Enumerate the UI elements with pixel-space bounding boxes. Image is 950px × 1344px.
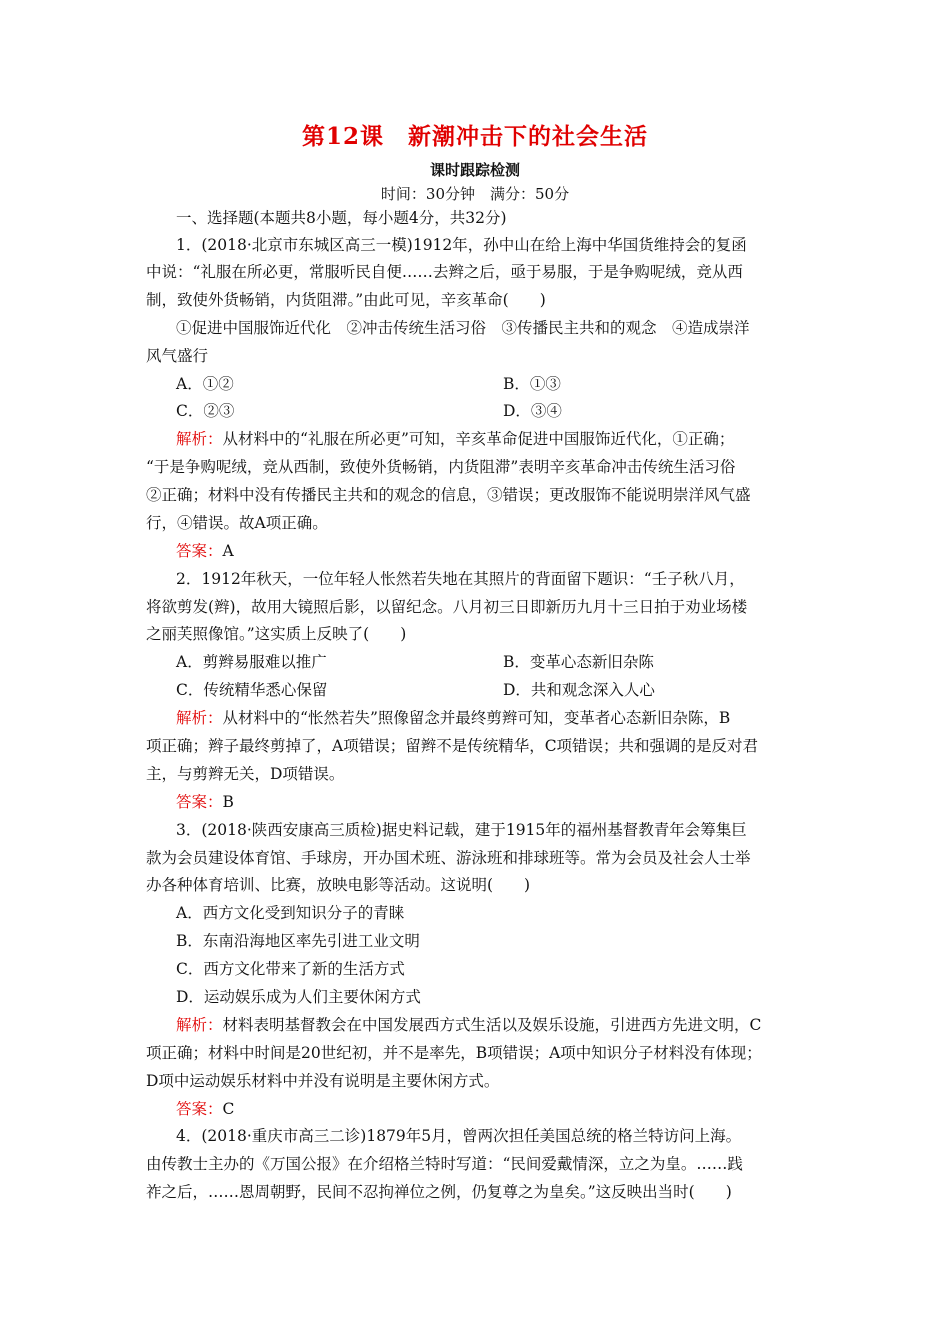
q1-stem-line: 中说：“礼服在所必更，常服听民自便……去辫之后，亟于易服，于是争购呢绒，竞从西 [146, 263, 743, 281]
q3-analysis-line: D项中运动娱乐材料中并没有说明是主要休闲方式。 [146, 1072, 500, 1090]
q3-option-d: D．运动娱乐成为人们主要休闲方式 [176, 988, 421, 1006]
q4-stem-line: 4．(2018·重庆市高三二诊)1879年5月，曾两次担任美国总统的格兰特访问上海。 [176, 1127, 742, 1145]
q1-stem-line: 1．(2018·北京市东城区高三一模)1912年，孙中山在给上海中华国货维持会的复函 [176, 236, 747, 254]
page-title: 第12课 新潮冲击下的社会生活 [301, 123, 648, 150]
q3-stem-line: 3．(2018·陕西安康高三质检)据史料记载，建于1915年的福州基督教青年会筹集巨 [176, 821, 747, 839]
q2-option-d: D．共和观念深入人心 [503, 681, 655, 699]
q2-analysis-line: 主，与剪辫无关，D项错误。 [146, 765, 345, 783]
analysis-label: 解析： [176, 709, 223, 727]
q3-option-c: C．西方文化带来了新的生活方式 [176, 960, 405, 978]
q2-option-a: A．剪辫易服难以推广 [176, 653, 327, 671]
q1-item-line: 风气盛行 [146, 347, 209, 365]
q4-stem-line: 祚之后，……恩周朝野，民间不忍拘禅位之例，仍复尊之为皇矣。”这反映出当时( ) [146, 1183, 732, 1201]
q1-answer: A [222, 542, 234, 560]
q4-stem-line: 由传教士主办的《万国公报》在介绍格兰特时写道：“民间爱戴情深，立之为皇。……践 [146, 1155, 743, 1173]
q1-answer-line [176, 541, 234, 561]
q1-analysis-text: 从材料中的“礼服在所必更”可知，辛亥革命促进中国服饰近代化，①正确； [222, 430, 735, 448]
q1-option-a: A．①② [176, 375, 234, 393]
q2-stem-line: 将欲剪发(辫)，故用大镜照后影，以留纪念。八月初三日即新历九月十三日拍于劝业场楼 [146, 598, 748, 616]
analysis-label: 解析： [176, 1016, 223, 1034]
q3-answer: C [222, 1100, 235, 1118]
q2-analysis-line [176, 708, 730, 728]
q3-analysis-line [176, 1015, 761, 1035]
q2-stem-line: 之丽芙照像馆。”这实质上反映了( ) [146, 625, 407, 643]
section-heading: 一、选择题(本题共8小题，每小题4分，共32分) [176, 209, 507, 227]
q1-item-line: ①促进中国服饰近代化 ②冲击传统生活习俗 ③传播民主共和的观念 ④造成崇洋 [176, 319, 750, 337]
q1-analysis-line: “于是争购呢绒，竞从西制，致使外货畅销，内货阻滞”表明辛亥革命冲击传统生活习俗 [146, 458, 736, 476]
answer-label: 答案： [176, 542, 223, 560]
q3-stem-line: 款为会员建设体育馆、手球房，开办国术班、游泳班和排球班等。常为会员及社会人士举 [146, 849, 751, 867]
q3-option-a: A．西方文化受到知识分子的青睐 [176, 904, 405, 922]
q2-answer: B [222, 793, 234, 811]
answer-label: 答案： [176, 793, 223, 811]
q1-analysis-line [176, 429, 734, 449]
analysis-label: 解析： [176, 430, 223, 448]
q3-analysis-line: 项正确；材料中时间是20世纪初，并不是率先，B项错误；A项中知识分子材料没有体现； [146, 1044, 762, 1062]
time-info: 时间：30分钟 满分：50分 [380, 185, 570, 203]
q2-answer-line [176, 792, 234, 812]
page-subtitle: 课时跟踪检测 [429, 161, 520, 179]
q3-stem-line: 办各种体育培训、比赛，放映电影等活动。这说明( ) [146, 876, 531, 894]
q2-analysis-line: 项正确；辫子最终剪掉了，A项错误；留辫不是传统精华，C项错误；共和强调的是反对君 [146, 737, 759, 755]
q2-stem-line: 2．1912年秋天，一位年轻人怅然若失地在其照片的背面留下题识：“壬子秋八月， [176, 570, 745, 588]
q1-option-d: D．③④ [503, 402, 562, 420]
answer-label: 答案： [176, 1100, 223, 1118]
q3-analysis-text: 材料表明基督教会在中国发展西方式生活以及娱乐设施，引进西方先进文明，C [222, 1016, 762, 1034]
q2-option-b: B．变革心态新旧杂陈 [503, 653, 654, 671]
q3-answer-line [176, 1099, 234, 1119]
q1-option-c: C．②③ [176, 402, 235, 420]
q3-option-b: B．东南沿海地区率先引进工业文明 [176, 932, 420, 950]
q1-stem-line: 制，致使外货畅销，内货阻滞。”由此可见，辛亥革命( ) [146, 291, 546, 309]
q2-analysis-text: 从材料中的“怅然若失”照像留念并最终剪辫可知，变革者心态新旧杂陈，B [222, 709, 731, 727]
q1-analysis-line: 行，④错误。故A项正确。 [146, 514, 328, 532]
q2-option-c: C．传统精华悉心保留 [176, 681, 328, 699]
q1-option-b: B．①③ [503, 375, 561, 393]
q1-analysis-line: ②正确；材料中没有传播民主共和的观念的信息，③错误；更改服饰不能说明崇洋风气盛 [146, 486, 751, 504]
